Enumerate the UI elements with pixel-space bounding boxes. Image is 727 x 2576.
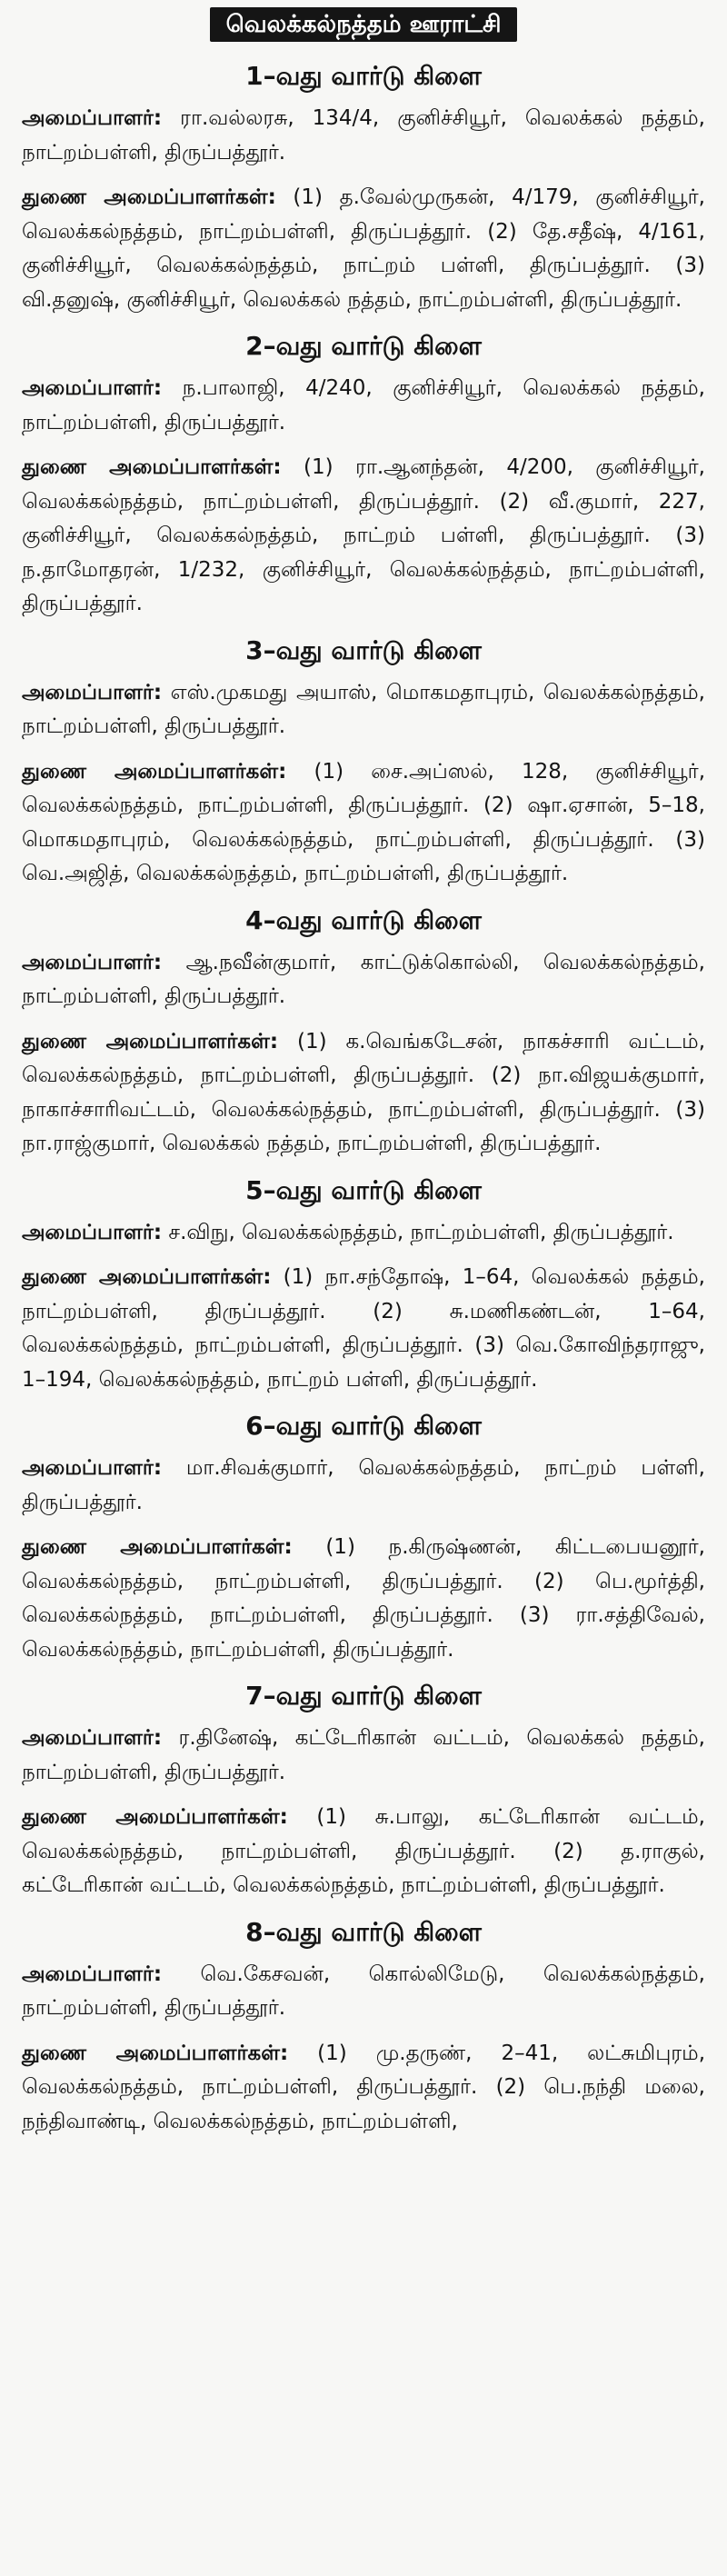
- organizer-details: எஸ்.முகமது அயாஸ், மொகமதாபுரம், வெலக்கல்நத்தம், நாட்றம்பள்ளி, திருப்பத்தூர்.: [22, 680, 705, 738]
- deputy-organizers-label: துணை அமைப்பாளர்கள்:: [22, 759, 287, 784]
- deputy-organizers-details: (1) சை.அப்ஸல், 128, குனிச்சியூர், வெலக்கல்நத்தம், நாட்றம்பள்ளி, திருப்பத்தூர். (2) ஷா.ஏசான், 5–18, மொகமதாபுரம், வெலக்கல்நத்தம், நாட்றம்பள்ளி, திருப்பத்தூர். (3) வெ.அஜித், வெலக்கல்நத்தம், நாட்றம்பள்ளி, திருப்பத்தூர்.: [22, 759, 706, 885]
- banner-area: [22, 7, 705, 49]
- ward-organizer: [22, 1216, 705, 1251]
- ward-deputy-organizers: [22, 451, 705, 622]
- panchayat-title-banner: வெலக்கல்நத்தம் ஊராட்சி: [210, 7, 518, 42]
- deputy-organizers-label: துணை அமைப்பாளர்கள்:: [22, 1265, 272, 1289]
- organizer-details: ரா.வல்லரசு, 134/4, குனிச்சியூர், வெலக்கல் நத்தம், நாட்றம்பள்ளி, திருப்பத்தூர்.: [22, 106, 705, 165]
- deputy-organizers-details: (1) சு.பாலு, கட்டேரிகான் வட்டம், வெலக்கல்நத்தம், நாட்றம்பள்ளி, திருப்பத்தூர். (2) த.ராகுல், கட்டேரிகான் வட்டம், வெலக்கல்நத்தம், நாட்றம்பள்ளி, திருப்பத்தூர்.: [22, 1805, 705, 1897]
- deputy-organizers-details: (1) க.வெங்கடேசன், நாகச்சாரி வட்டம், வெலக்கல்நத்தம், நாட்றம்பள்ளி, திருப்பத்தூர். (2) நா.விஜயக்குமார், நாகாச்சாரிவட்டம், வெலக்கல்நத்தம், நாட்றம்பள்ளி, திருப்பத்தூர். (3) நா.ராஜ்குமார், வெலக்கல் நத்தம், நாட்றம்பள்ளி, திருப்பத்தூர்.: [22, 1029, 706, 1155]
- ward-section-6: [22, 1408, 705, 1667]
- ward-section-1: [22, 58, 705, 317]
- organizer-label: அமைப்பாளர்:: [22, 106, 163, 130]
- ward-deputy-organizers: [22, 2037, 705, 2140]
- ward-section-7: [22, 1678, 705, 1903]
- organizer-label: அமைப்பாளர்:: [22, 1220, 163, 1244]
- ward-heading: 8–வது வார்டு கிளை: [245, 1916, 482, 1947]
- ward-heading: 1–வது வார்டு கிளை: [245, 61, 482, 91]
- deputy-organizers-details: (1) நா.சந்தோஷ், 1–64, வெலக்கல் நத்தம், நாட்றம்பள்ளி, திருப்பத்தூர். (2) சு.மணிகண்டன், 1–64, வெலக்கல்நத்தம், நாட்றம்பள்ளி, திருப்பத்தூர். (3) வெ.கோவிந்தராஜு, 1–194, வெலக்கல்நத்தம், நாட்றம் பள்ளி, திருப்பத்தூர்.: [22, 1265, 705, 1392]
- organizer-details: ச.விநு, வெலக்கல்நத்தம், நாட்றம்பள்ளி, திருப்பத்தூர்.: [162, 1220, 674, 1244]
- deputy-organizers-details: (1) த.வேல்முருகன், 4/179, குனிச்சியூர், வெலக்கல்நத்தம், நாட்றம்பள்ளி, திருப்பத்தூர். (2) தே.சதீஷ், 4/161, குனிச்சியூர், வெலக்கல்நத்தம், நாட்றம் பள்ளி, திருப்பத்தூர். (3) வி.தனுஷ், குனிச்சியூர், வெலக்கல் நத்தம், நாட்றம்பள்ளி, திருப்பத்தூர்.: [22, 185, 705, 312]
- deputy-organizers-details: (1) ந.கிருஷ்ணன், கிட்டபையனூர், வெலக்கல்நத்தம், நாட்றம்பள்ளி, திருப்பத்தூர். (2) பெ.மூர்த்தி, வெலக்கல்நத்தம், நாட்றம்பள்ளி, திருப்பத்தூர். (3) ரா.சத்திவேல், வெலக்கல்நத்தம், நாட்றம்பள்ளி, திருப்பத்தூர்.: [22, 1535, 705, 1662]
- ward-organizer: [22, 1958, 705, 2026]
- organizer-details: ர.தினேஷ், கட்டேரிகான் வட்டம், வெலக்கல் நத்தம், நாட்றம்பள்ளி, திருப்பத்தூர்.: [22, 1726, 705, 1784]
- ward-deputy-organizers: [22, 1261, 705, 1397]
- ward-heading: 5–வது வார்டு கிளை: [245, 1174, 482, 1205]
- organizer-label: அமைப்பாளர்:: [22, 1962, 163, 1986]
- deputy-organizers-label: துணை அமைப்பாளர்கள்:: [22, 455, 282, 479]
- deputy-organizers-label: துணை அமைப்பாளர்கள்:: [22, 1535, 293, 1559]
- organizer-details: ந.பாலாஜி, 4/240, குனிச்சியூர், வெலக்கல் நத்தம், நாட்றம்பள்ளி, திருப்பத்தூர்.: [22, 376, 705, 434]
- ward-organizer: [22, 1452, 705, 1520]
- organizer-details: மா.சிவக்குமார், வெலக்கல்நத்தம், நாட்றம் பள்ளி, திருப்பத்தூர்.: [22, 1456, 705, 1514]
- ward-section-2: [22, 328, 705, 622]
- organizer-label: அமைப்பாளர்:: [22, 950, 163, 974]
- ward-organizer: [22, 676, 705, 744]
- deputy-organizers-label: துணை அமைப்பாளர்கள்:: [22, 185, 276, 209]
- ward-section-5: [22, 1173, 705, 1398]
- ward-deputy-organizers: [22, 1801, 705, 1903]
- ward-heading: 4–வது வார்டு கிளை: [245, 904, 482, 935]
- ward-heading: 7–வது வார்டு கிளை: [245, 1681, 482, 1711]
- deputy-organizers-details: (1) ரா.ஆனந்தன், 4/200, குனிச்சியூர், வெலக்கல்நத்தம், நாட்றம்பள்ளி, திருப்பத்தூர். (2) வீ.குமார், 227, குனிச்சியூர், வெலக்கல்நத்தம், நாட்றம் பள்ளி, திருப்பத்தூர். (3) ந.தாமோதரன், 1/232, குனிச்சியூர், வெலக்கல்நத்தம், நாட்றம்பள்ளி, திருப்பத்தூர்.: [22, 455, 705, 615]
- deputy-organizers-label: துணை அமைப்பாளர்கள்:: [22, 1805, 288, 1829]
- deputy-organizers-label: துணை அமைப்பாளர்கள்:: [22, 2041, 289, 2065]
- ward-section-8: [22, 1914, 705, 2140]
- organizer-label: அமைப்பாளர்:: [22, 680, 163, 704]
- ward-section-3: [22, 633, 705, 892]
- ward-organizer: [22, 372, 705, 440]
- ward-heading: 6–வது வார்டு கிளை: [245, 1411, 482, 1441]
- ward-deputy-organizers: [22, 1531, 705, 1667]
- ward-deputy-organizers: [22, 181, 705, 317]
- organizer-details: வெ.கேசவன், கொல்லிமேடு, வெலக்கல்நத்தம், நாட்றம்பள்ளி, திருப்பத்தூர்.: [22, 1962, 705, 2020]
- organizer-label: அமைப்பாளர்:: [22, 1726, 163, 1750]
- organizer-details: ஆ.நவீன்குமார், காட்டுக்கொல்லி, வெலக்கல்நத்தம், நாட்றம்பள்ளி, திருப்பத்தூர்.: [22, 950, 705, 1008]
- ward-section-4: [22, 903, 705, 1162]
- deputy-organizers-details: (1) மு.தருண், 2–41, லட்சுமிபுரம், வெலக்கல்நத்தம், நாட்றம்பள்ளி, திருப்பத்தூர். (2) பெ.நந்தி மலை, நந்திவாண்டி, வெலக்கல்நத்தம், நாட்றம்பள்ளி,: [22, 2041, 706, 2133]
- ward-organizer: [22, 102, 705, 170]
- organizer-label: அமைப்பாளர்:: [22, 1456, 163, 1480]
- ward-deputy-organizers: [22, 755, 705, 892]
- ward-heading: 3–வது வார்டு கிளை: [245, 634, 482, 665]
- organizer-label: அமைப்பாளர்:: [22, 376, 163, 400]
- ward-organizer: [22, 1722, 705, 1790]
- deputy-organizers-label: துணை அமைப்பாளர்கள்:: [22, 1029, 279, 1053]
- ward-organizer: [22, 946, 705, 1014]
- ward-deputy-organizers: [22, 1025, 705, 1162]
- ward-heading: 2–வது வார்டு கிளை: [245, 331, 482, 361]
